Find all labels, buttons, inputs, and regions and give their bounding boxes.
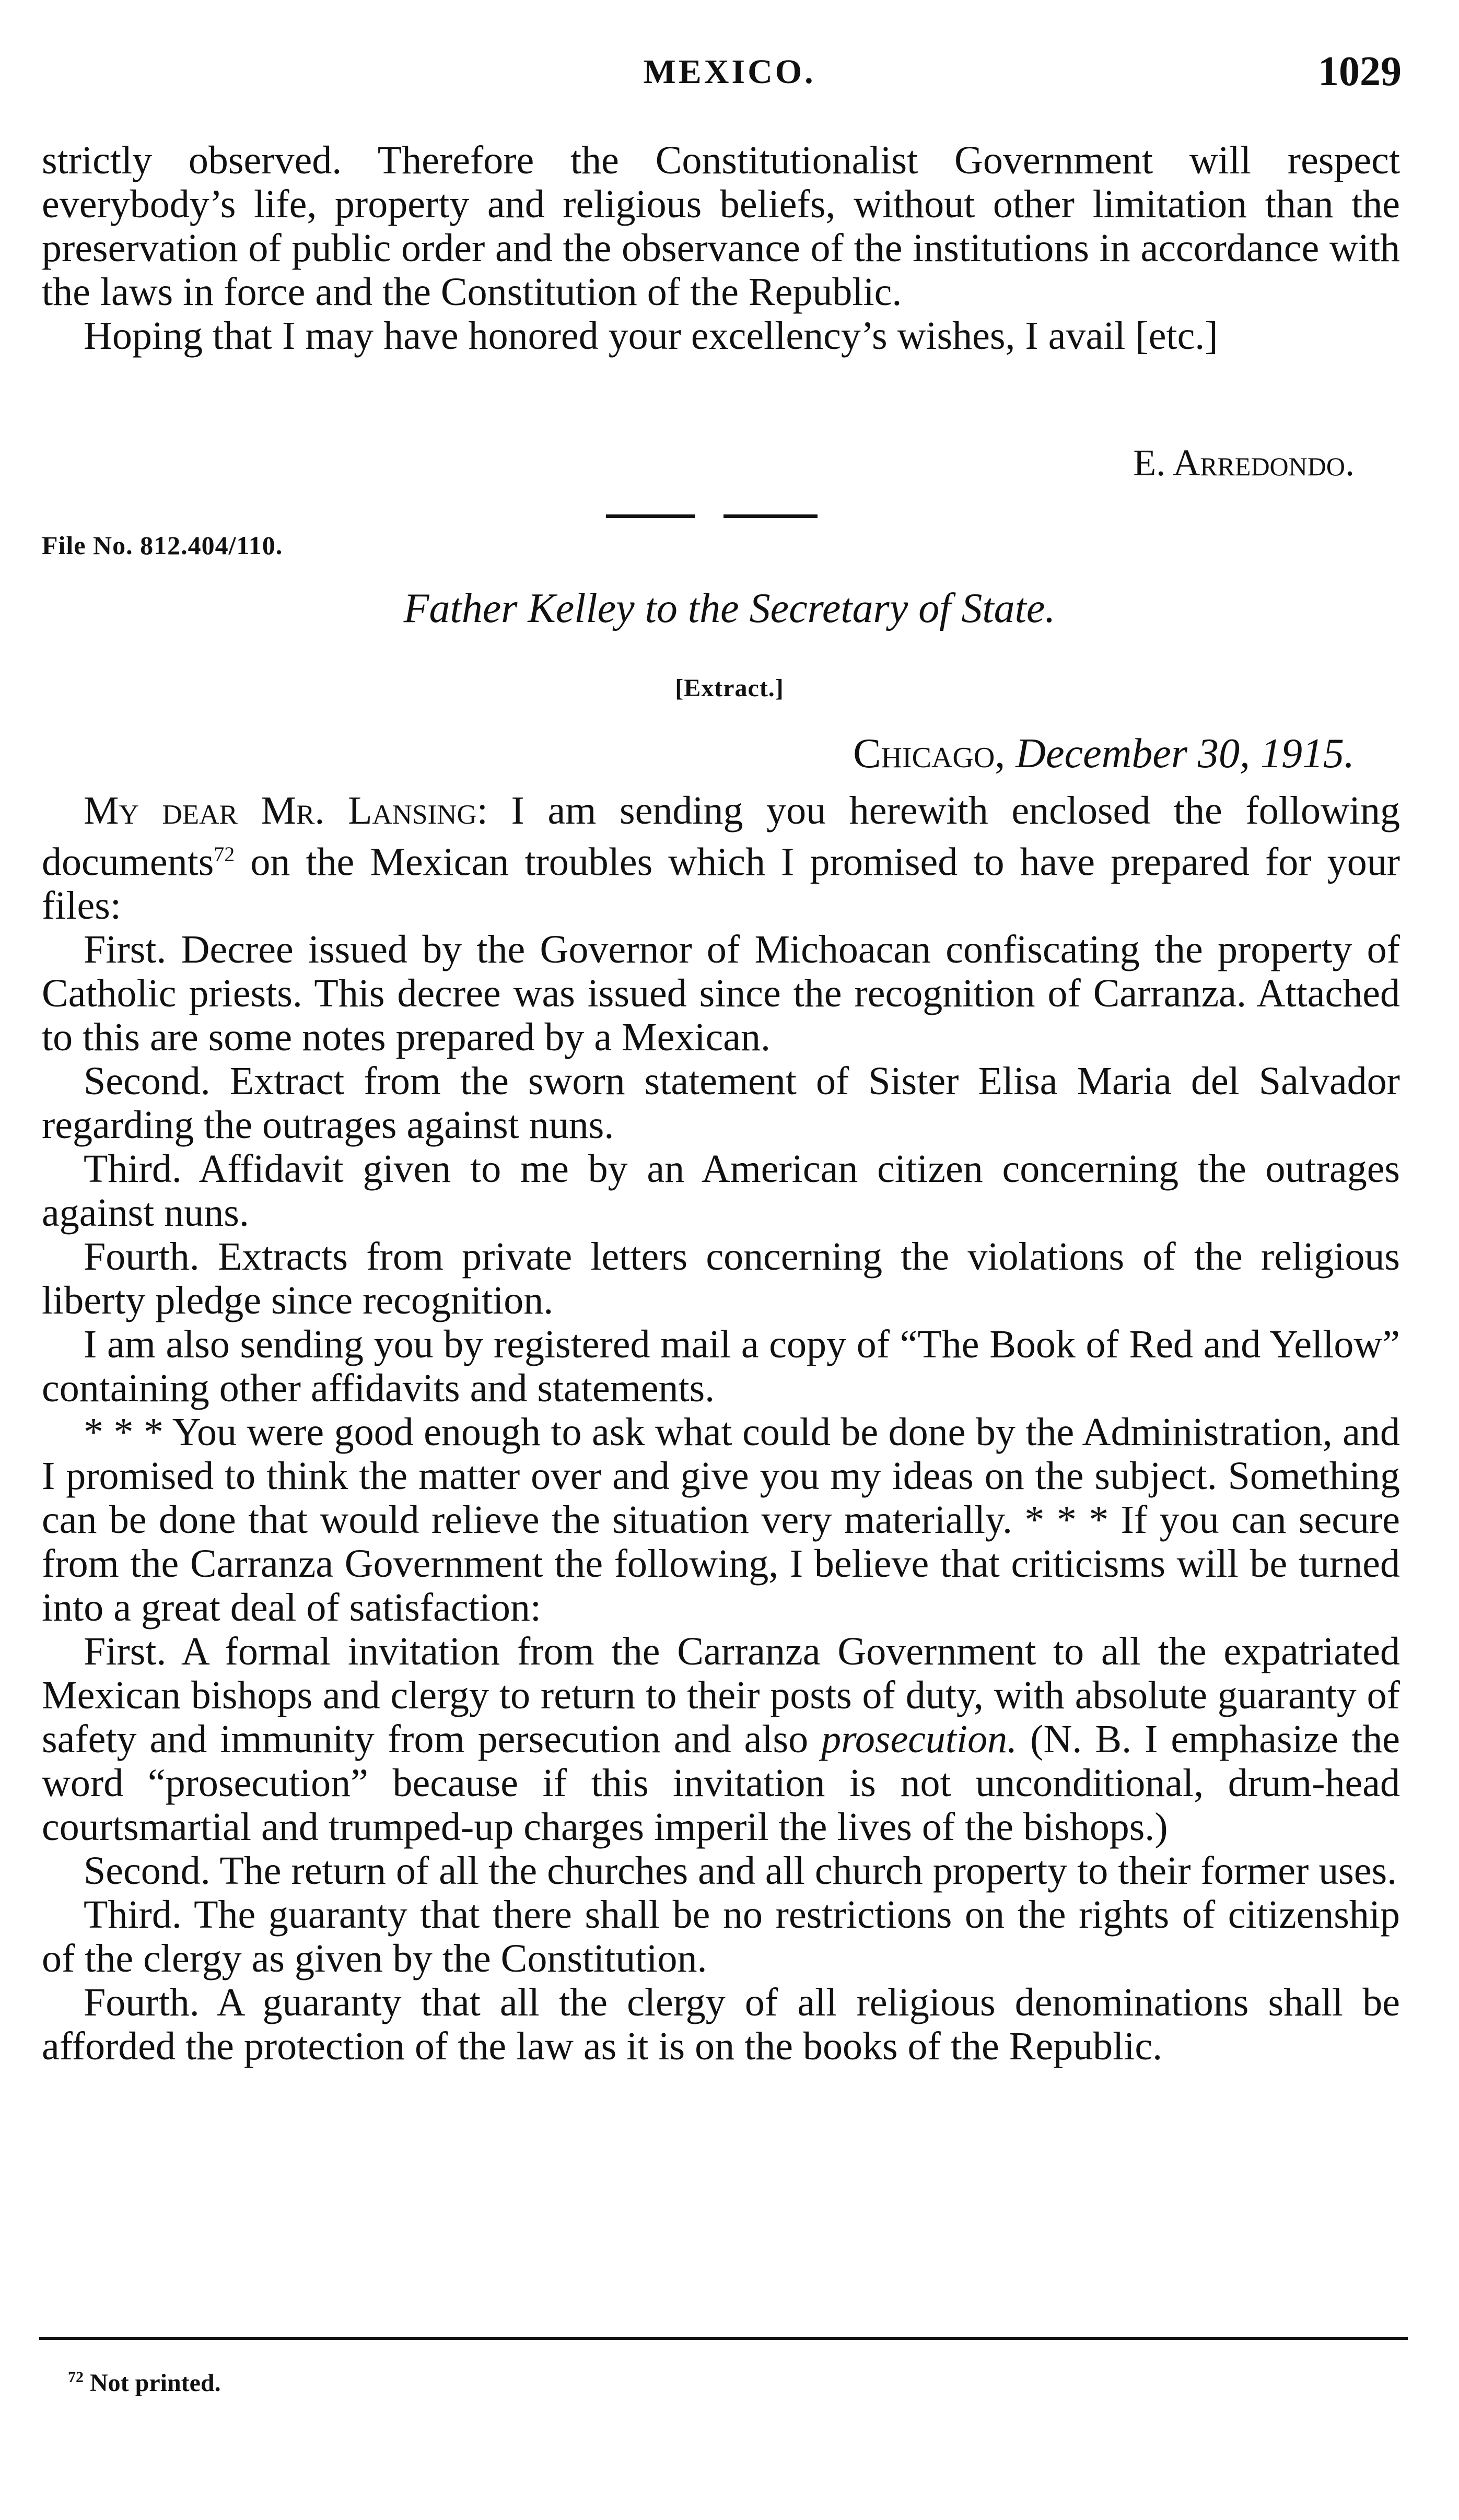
dateline-date: December 30, 1915.: [1016, 731, 1355, 777]
demand-item: [42, 1630, 1400, 1849]
file-number: File No. 812.404/110.: [42, 531, 283, 560]
footnote-rule: [39, 2337, 1408, 2340]
paragraph: I am also sending you by registered mail a copy of “The Book of Red and Yellow” containing other affidavits and statements.: [42, 1322, 1400, 1411]
letter-body: [42, 789, 1400, 2068]
emphasized-word: prosecution.: [821, 1717, 1018, 1762]
footnote-ref: 72: [214, 842, 235, 866]
divider: [606, 514, 695, 518]
footnote-number: 72: [68, 2369, 84, 2386]
demand-item: Second. The return of all the churches and all church property to their former uses.: [84, 1849, 1397, 1893]
intro-text: on the Mexican troubles which I promised to have prepared for your files:: [42, 840, 1400, 928]
intro-text: I am sending you herewith enclosed the following documents: [42, 789, 1400, 884]
paragraph: Hoping that I may have honored your excellency’s wishes, I avail [etc.]: [84, 314, 1218, 358]
extract-label: [Extract.]: [675, 674, 784, 702]
document-title: Father Kelley to the Secretary of State.: [403, 585, 1056, 631]
signature: E. Arredondo.: [1133, 442, 1355, 484]
running-header: MEXICO.: [643, 53, 816, 91]
salutation: My dear Mr. Lansing:: [84, 789, 488, 833]
footnote-text: Not printed.: [90, 2369, 221, 2397]
paragraph: * * * You were good enough to ask what could be done by the Administration, and I promised to think the matter over and give you my ideas on the subject. Something can be done that would relieve the situation very materially. * * * If you can secure from the Carranza Government the following, I believe that criticisms will be turned into a great deal of satisfaction:: [42, 1410, 1400, 1630]
dateline: [853, 730, 1355, 778]
demand-item: Fourth. A guaranty that all the clergy of all religious denominations shall be afforded the protection of the law as it is on the books of the Republic.: [42, 1980, 1400, 2069]
demand-item: Third. The guaranty that there shall be no restrictions on the rights of citizenship of the clergy as given by the Constitution.: [42, 1893, 1400, 1981]
list-item: Third. Affidavit given to me by an American citizen concerning the outrages against nuns.: [42, 1147, 1400, 1235]
list-item: First. Decree issued by the Governor of Michoacan confiscating the property of Catholic priests. This decree was issued since the recognition of Carranza. Attached to this are some notes prepared by a Mexican.: [42, 928, 1400, 1060]
paragraph: strictly observed. Therefore the Constitutionalist Government will respect everybody’s life, property and religious beliefs, without other limitation than the preservation of public order and the observance of the institutions in accordance with the laws in force and the Constitution of the Republic.: [42, 138, 1400, 314]
intro-paragraph: [42, 789, 1400, 928]
list-item: Second. Extract from the sworn statement of Sister Elisa Maria del Salvador regarding the outrages against nuns.: [42, 1059, 1400, 1147]
list-item: Fourth. Extracts from private letters concerning the violations of the religious liberty pledge since recognition.: [42, 1235, 1400, 1323]
demand-text: (N. B. I emphasize the word “prosecution” because if this invitation is not unconditional, drum-head courtsmartial and trumped-up charges imperil the lives of the bishops.): [42, 1717, 1400, 1849]
footnote: [68, 2369, 221, 2397]
continuation-text: [42, 138, 1400, 358]
demand-text: First. A formal invitation from the Carranza Government to all the expatriated Mexican bishops and clergy to return to their posts of duty, with absolute guaranty of safety and immunity from persecution and also: [42, 1630, 1400, 1762]
page-number: 1029: [1318, 49, 1402, 95]
dateline-place: Chicago,: [853, 731, 1006, 777]
divider: [723, 514, 818, 518]
